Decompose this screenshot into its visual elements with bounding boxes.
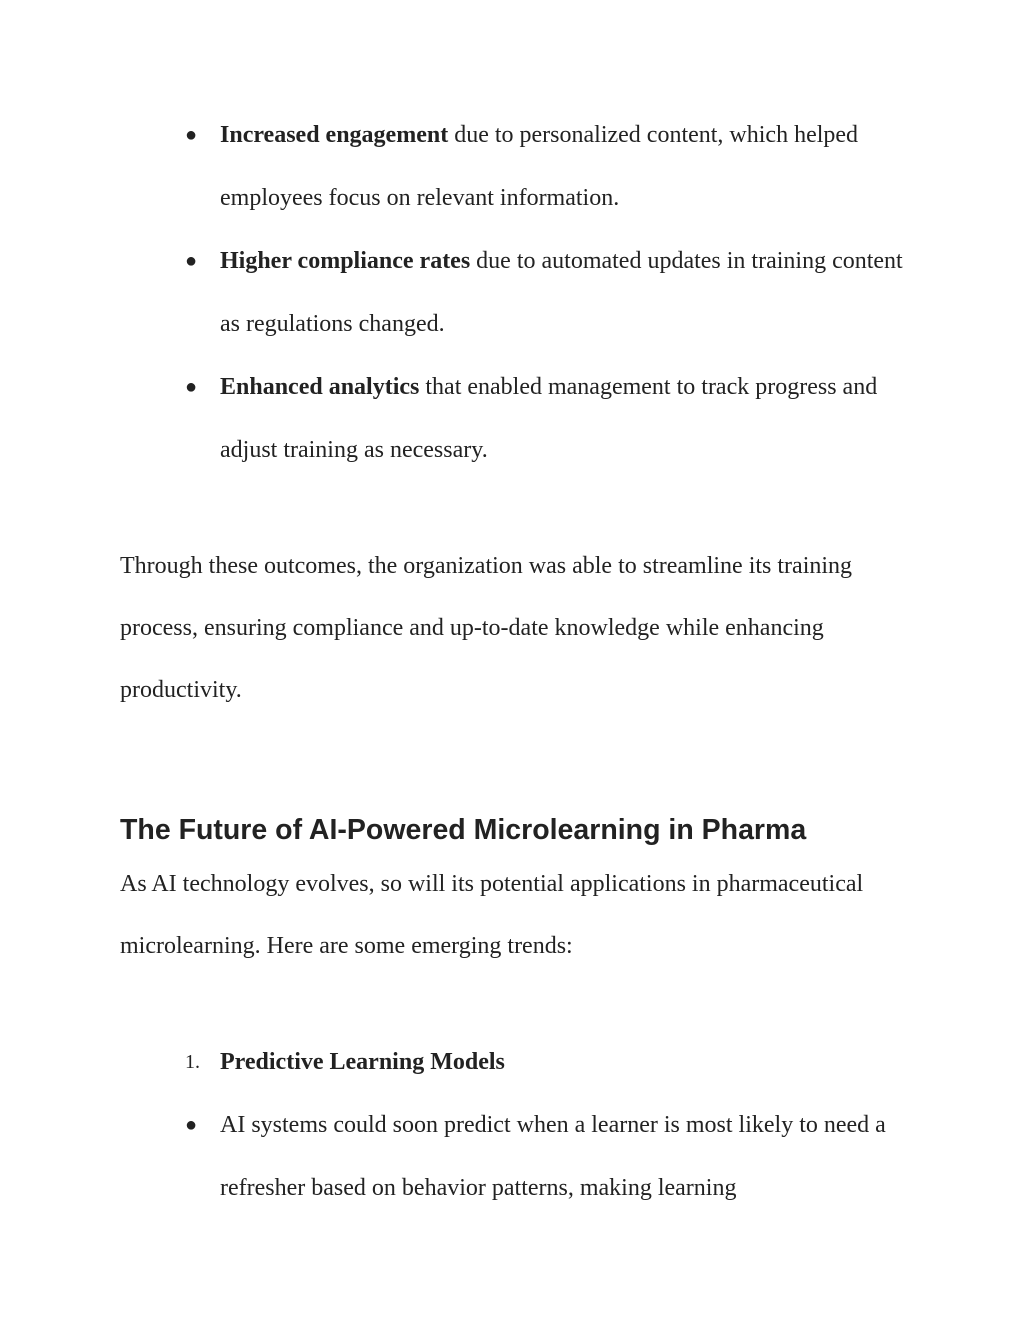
outcome-paragraph: Through these outcomes, the organization was able to streamline its training process, ensuring compliance and up-to-date knowledge while enhancing productivity. <box>120 553 853 703</box>
bullet-item-compliance <box>185 230 915 356</box>
bullet-marker: ● <box>185 250 198 272</box>
bullet-text <box>220 104 915 230</box>
bullet-text <box>220 230 915 356</box>
bullet-bold-label: Higher compliance rates <box>220 248 471 274</box>
numbered-item-label: Predictive Learning Models <box>220 1049 505 1075</box>
bullet-item-analytics <box>185 356 915 482</box>
bullet-rest-text: that enabled management to track progress and adjust training as necessary. <box>220 374 878 463</box>
bullet-marker: ● <box>185 1114 198 1136</box>
number-marker: 1. <box>185 1051 200 1073</box>
bullet-marker: ● <box>185 376 198 398</box>
bullet-item-predict <box>185 1094 915 1220</box>
bullet-bold-label: Enhanced analytics <box>220 374 420 400</box>
bullet-bold-label: Increased engagement <box>220 122 449 148</box>
bullet-rest-text: due to personalized content, which helped employees focus on relevant information. <box>220 122 859 211</box>
intro-paragraph: As AI technology evolves, so will its potential applications in pharmaceutical microlearning. Here are some emerging trends: <box>120 871 864 959</box>
numbered-item-text <box>220 1031 915 1094</box>
bullet-text <box>220 356 915 482</box>
bullet-item-engagement <box>185 104 915 230</box>
bullet-rest-text: due to automated updates in training content as regulations changed. <box>220 248 903 337</box>
section-heading: The Future of AI-Powered Microlearning in Pharma <box>120 814 807 846</box>
bullet-text: AI systems could soon predict when a learner is most likely to need a refresher based on behavior patterns, making learning <box>220 1112 886 1201</box>
numbered-item-predictive <box>185 1031 915 1094</box>
bullet-marker: ● <box>185 124 198 146</box>
